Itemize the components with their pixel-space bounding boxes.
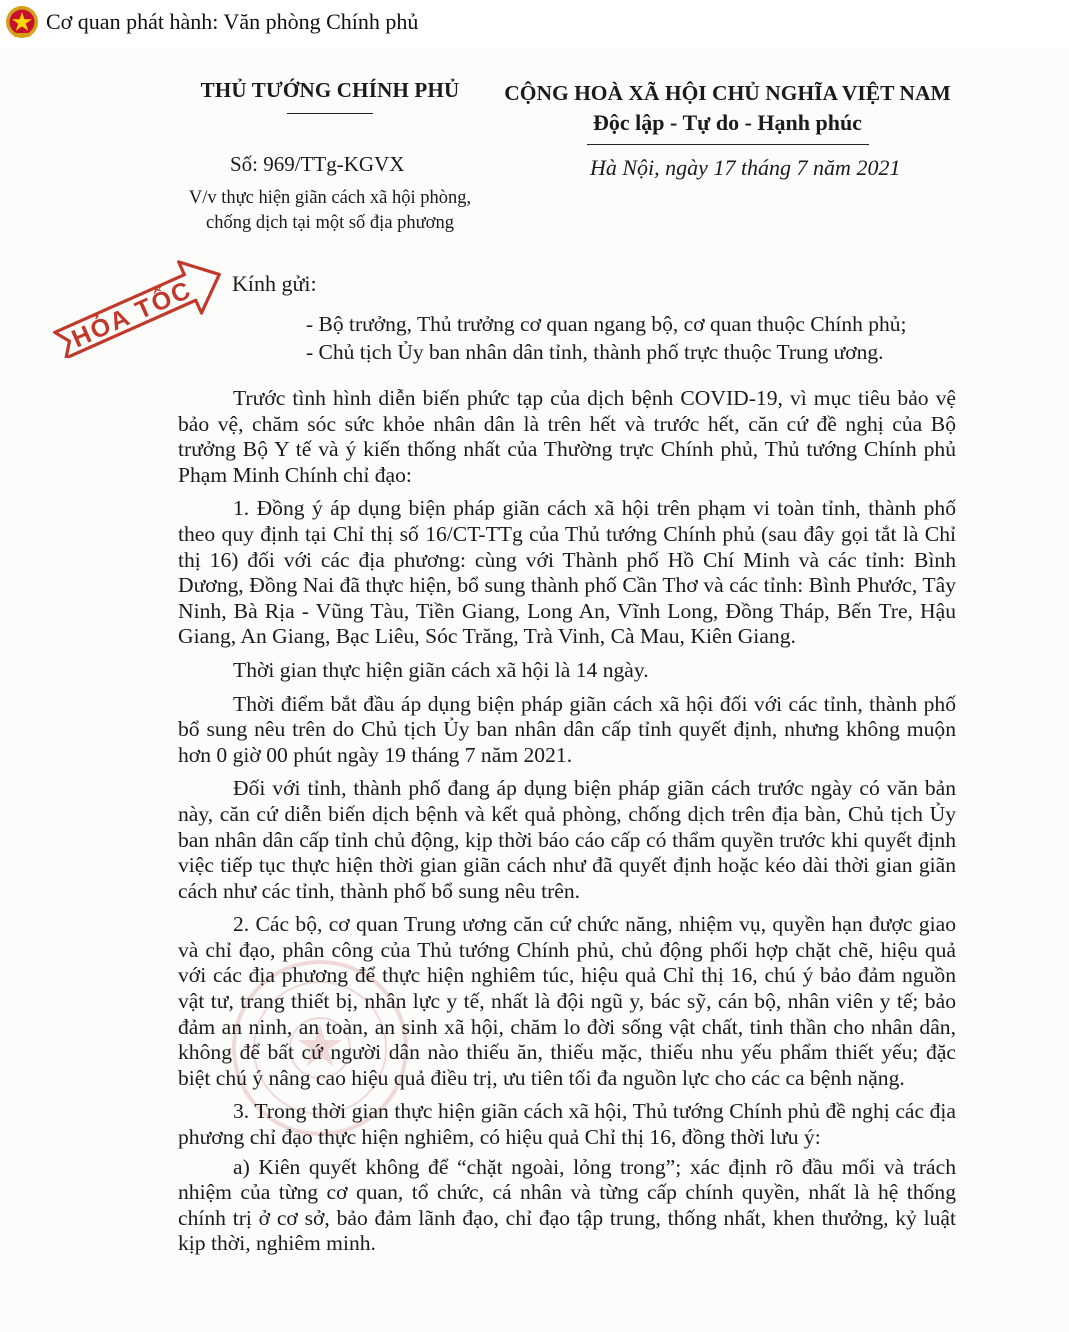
divider	[287, 113, 373, 114]
top-bar	[0, 0, 1069, 48]
issuer-text: Cơ quan phát hành: Văn phòng Chính phủ	[46, 9, 419, 34]
recipient-item: - Bộ trưởng, Thủ trưởng cơ quan ngang bộ, cơ quan thuộc Chính phủ;	[306, 312, 907, 336]
national-header-block	[490, 81, 965, 145]
national-emblem-icon	[4, 4, 40, 40]
issuing-authority: THỦ TƯỚNG CHÍNH PHỦ	[200, 78, 460, 102]
body-paragraph: 2. Các bộ, cơ quan Trung ương căn cứ chức năng, nhiệm vụ, quyền hạn được giao và chỉ đạo, phân công của Thủ tướng Chính phủ, chủ động phối hợp chặt chẽ, hiệu quả với các địa phương để thực hiện nghiêm túc, hiệu quả Chỉ thị 16, chú ý bảo đảm nguồn vật tư, trang thiết bị, nhân lực y tế, nhất là đội ngũ y, bác sỹ, cán bộ, nhân viên y tế; bảo đảm an ninh, an toàn, an sinh xã hội, chăm lo đời sống vật chất, tinh thần cho nhân dân, không để bất cứ người dân nào thiếu ăn, thiếu mặc, thiếu nhu yếu phẩm thiết yếu; đặc biệt chú ý nâng cao hiệu quả điều trị, ưu tiên tối đa nguồn lực cho các ca bệnh nặng.	[178, 912, 956, 1090]
subject-line: chống dịch tại một số địa phương	[206, 213, 454, 233]
salutation: Kính gửi:	[232, 271, 317, 296]
urgent-stamp	[44, 258, 234, 358]
urgent-stamp-text: HỎA TỐC	[67, 275, 197, 354]
document-body	[178, 386, 956, 1265]
divider	[587, 144, 869, 145]
recipient-item: - Chủ tịch Ủy ban nhân dân tỉnh, thành phố trực thuộc Trung ương.	[306, 340, 884, 364]
body-paragraph: Thời gian thực hiện giãn cách xã hội là 14 ngày.	[233, 657, 649, 682]
document-subject	[165, 186, 495, 236]
document-number: Số: 969/TTg-KGVX	[230, 152, 405, 176]
place-date: Hà Nội, ngày 17 tháng 7 năm 2021	[590, 155, 901, 180]
body-paragraph: a) Kiên quyết không để “chặt ngoài, lỏng trong”; xác định rõ đầu mối và trách nhiệm của từng cơ quan, tổ chức, cá nhân và từng cấp chính quyền, nhất là hệ thống chính trị ở cơ sở, bảo đảm lãnh đạo, chỉ đạo tập trung, thống nhất, khen thưởng, kỷ luật kịp thời, nghiêm minh.	[178, 1154, 956, 1256]
national-motto: Độc lập - Tự do - Hạnh phúc	[593, 110, 862, 135]
body-paragraph: Đối với tỉnh, thành phố đang áp dụng biện pháp giãn cách trước ngày có văn bản này, căn cứ diễn biến dịch bệnh và kết quả phòng, chống dịch trên địa bàn, Chủ tịch Ủy ban nhân dân cấp tỉnh chủ động, kịp thời báo cáo cấp có thẩm quyền trước khi quyết định việc tiếp tục thực hiện thời gian giãn cách như đã quyết định hoặc kéo dài thời gian giãn cách như các tỉnh, thành phố bổ sung nêu trên.	[178, 776, 956, 903]
body-paragraph: Thời điểm bắt đầu áp dụng biện pháp giãn cách xã hội đối với các tỉnh, thành phố bổ sung nêu trên do Chủ tịch Ủy ban nhân dân cấp tỉnh quyết định, nhưng không muộn hơn 0 giờ 00 phút ngày 19 tháng 7 năm 2021.	[178, 691, 956, 767]
body-paragraph: 3. Trong thời gian thực hiện giãn cách xã hội, Thủ tướng Chính phủ đề nghị các địa phương chỉ đạo thực hiện nghiêm, có hiệu quả Chỉ thị 16, đồng thời lưu ý:	[178, 1099, 956, 1150]
body-paragraph: 1. Đồng ý áp dụng biện pháp giãn cách xã hội trên phạm vi toàn tỉnh, thành phố theo quy định tại Chỉ thị số 16/CT-TTg của Thủ tướng Chính phủ (sau đây gọi tắt là Chỉ thị 16) đối với các địa phương: cùng với Thành phố Hồ Chí Minh và các tỉnh: Bình Dương, Đồng Nai đã thực hiện, bổ sung thành phố Cần Thơ và các tỉnh: Bình Phước, Tây Ninh, Bà Rịa - Vũng Tàu, Tiền Giang, Long An, Vĩnh Long, Đồng Tháp, Bến Tre, Hậu Giang, An Giang, Bạc Liêu, Sóc Trăng, Trà Vinh, Cà Mau, Kiên Giang.	[178, 496, 956, 649]
nation-name: CỘNG HOÀ XÃ HỘI CHỦ NGHĨA VIỆT NAM	[504, 81, 951, 105]
document-page	[0, 48, 1069, 1332]
body-paragraph: Trước tình hình diễn biến phức tạp của dịch bệnh COVID-19, vì mục tiêu bảo vệ bảo vệ, chăm sóc sức khỏe nhân dân là trên hết và trước hết, căn cứ đề nghị của Bộ trưởng Bộ Y tế và ý kiến thống nhất của Thường trực Chính phủ, Thủ tướng Chính phủ Phạm Minh Chính chỉ đạo:	[178, 386, 956, 487]
subject-line: V/v thực hiện giãn cách xã hội phòng,	[188, 188, 472, 208]
issuing-authority-block	[190, 78, 470, 114]
recipient-list	[306, 310, 906, 366]
